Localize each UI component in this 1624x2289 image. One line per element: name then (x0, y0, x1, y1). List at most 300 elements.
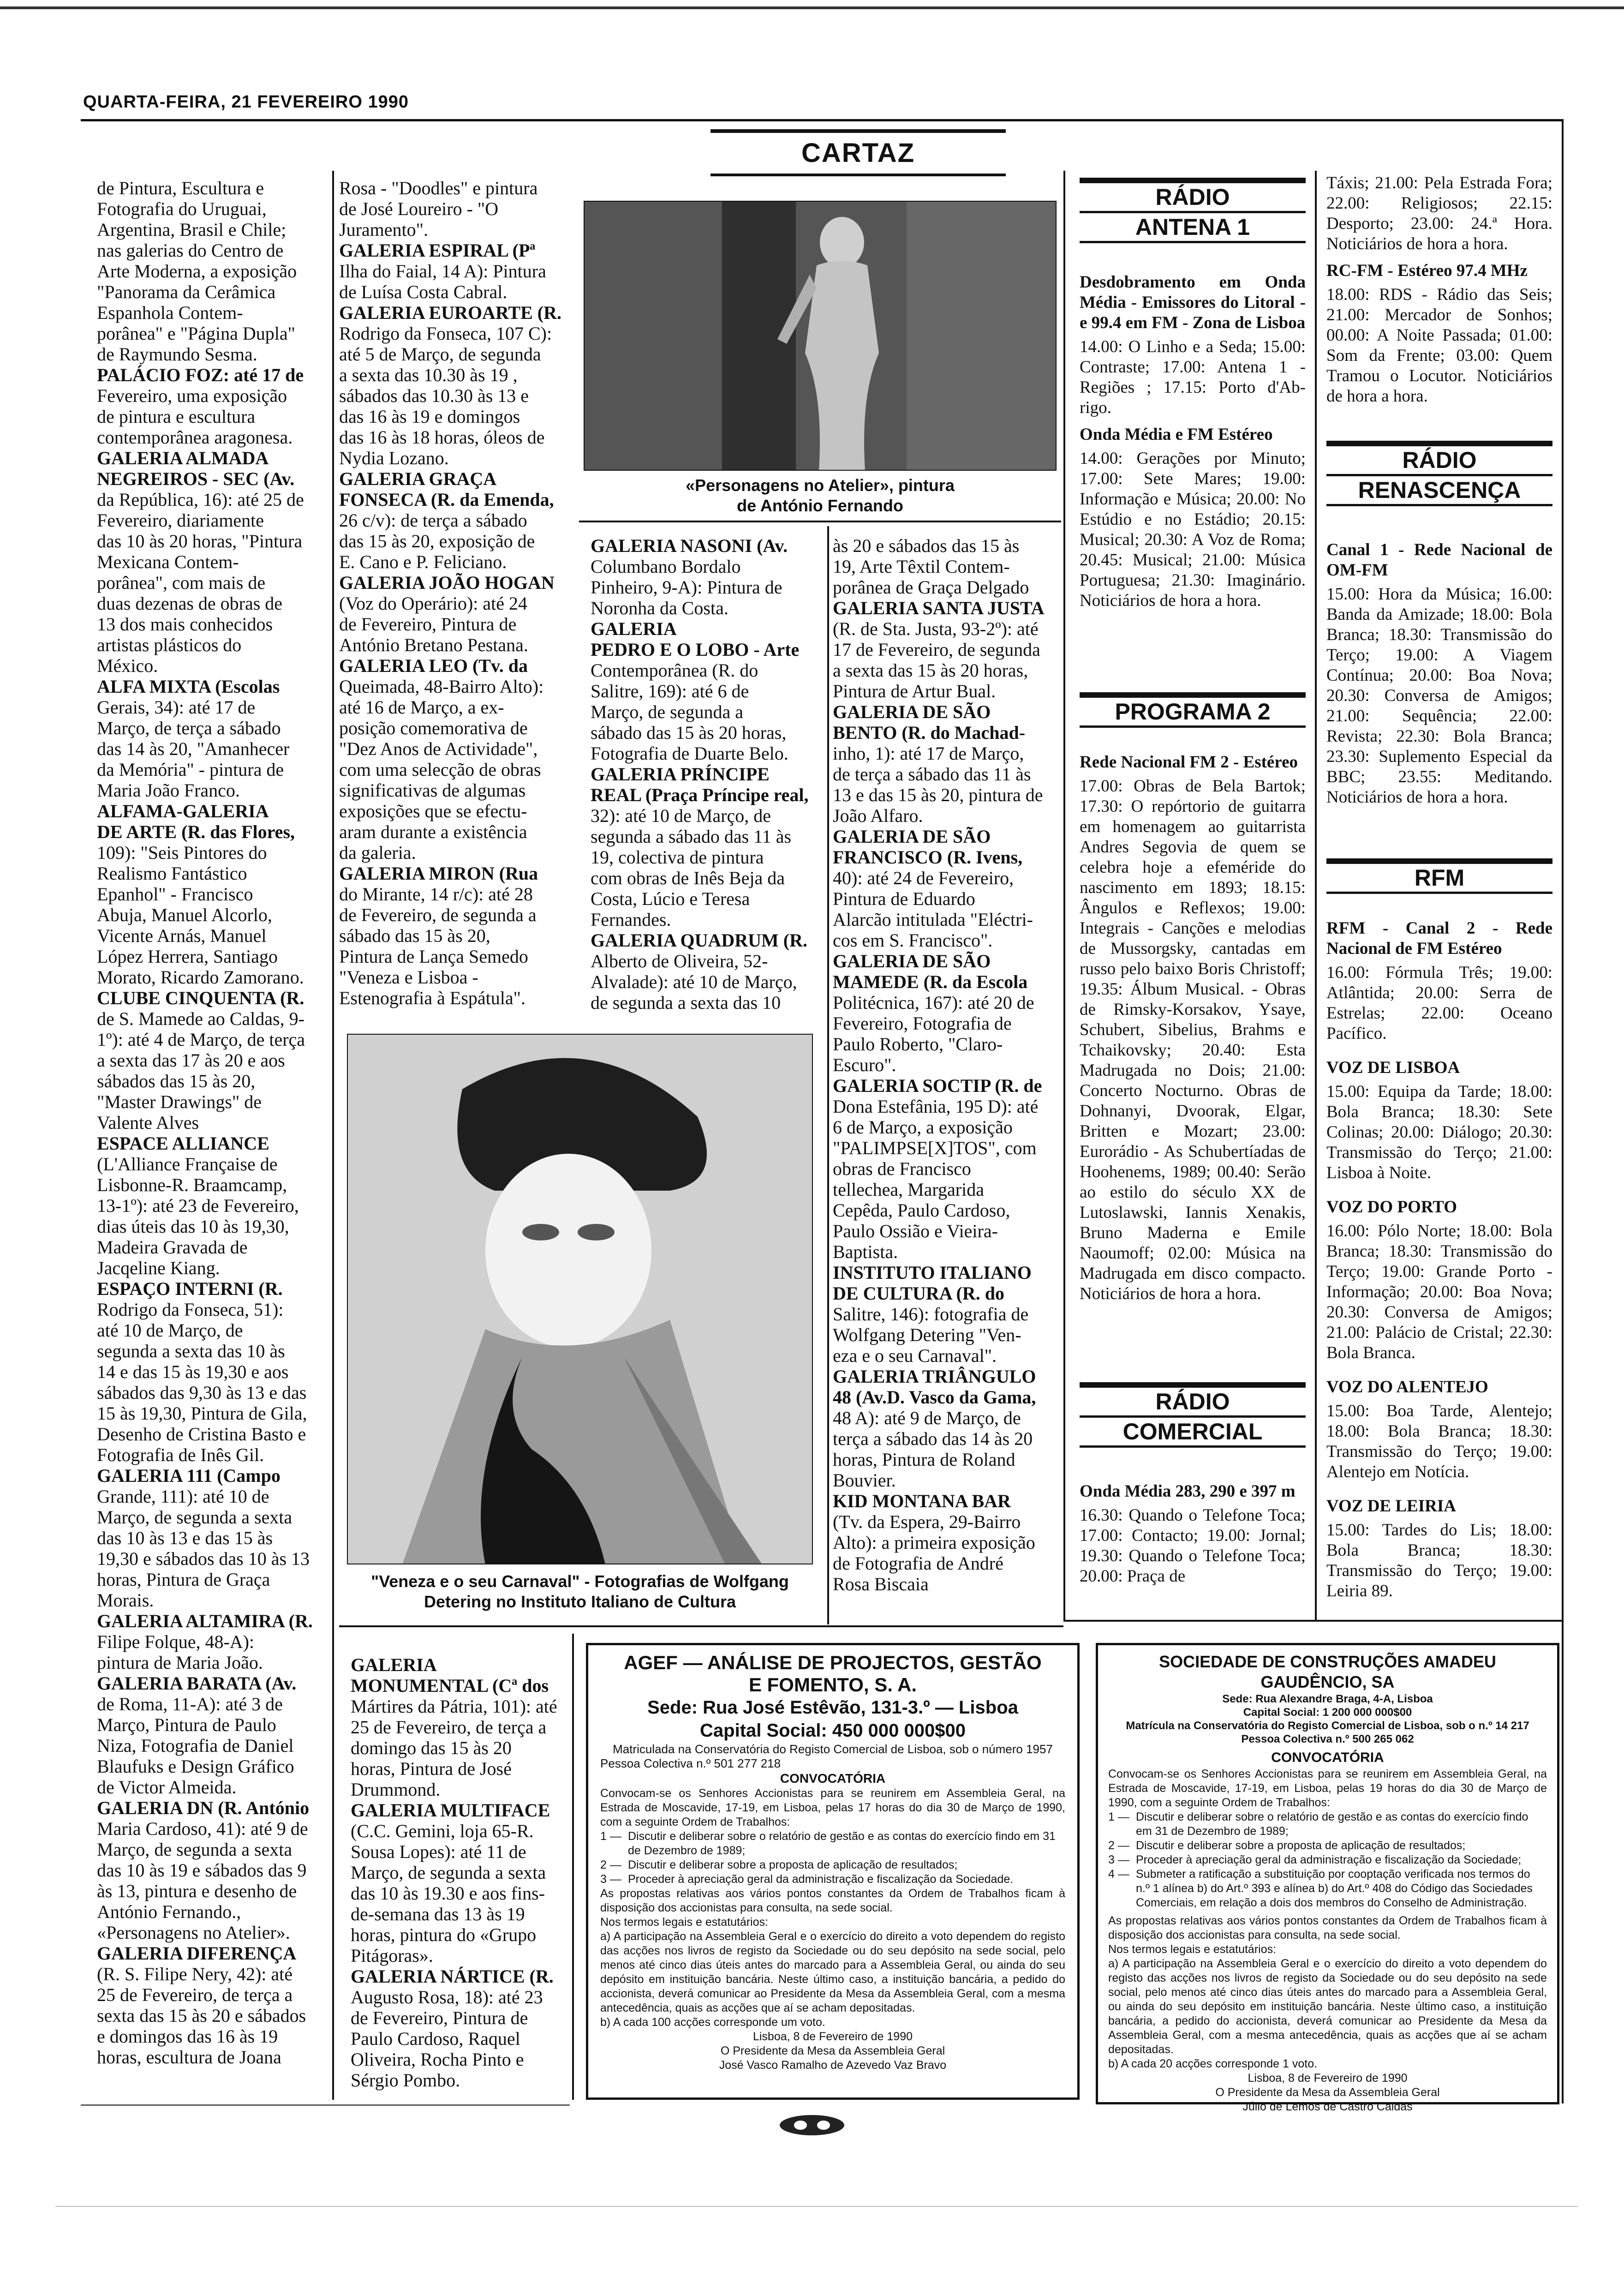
listing-line: Fevereiro, diariamente (97, 510, 264, 531)
agenda-item-number: 4 — (1108, 1868, 1129, 1881)
agef-address: Sede: Rua José Estêvão, 131-3.º — Lisboa (647, 1697, 1018, 1718)
antena1-om-schedule: 14.00: Gerações por Minuto; 17.00: Sete Mares; 19.00: Informação e Música; 20.00: No Estúdio e no Estádio; 20.15: Musical; 20.30: A Voz de Roma; 20.45: Musical; 21.00: Música Portuguesa; 21.30: Imaginário. Noticiários de hora a hora. (1080, 449, 1306, 610)
amadeu-signatory: Júlio de Lemos de Castro Caldas (1242, 2100, 1413, 2113)
listing-line: Noronha da Costa. (591, 598, 728, 618)
listing-line: duas dezenas de obras de (97, 593, 283, 614)
amadeu-notice (1096, 1643, 1559, 2113)
venue-name-line: MAMEDE (R. da Escola (833, 971, 1028, 992)
listing-line: das 10 às 13 e das 15 às (97, 1528, 273, 1548)
listing-line: dias úteis das 10 às 19,30, (97, 1216, 289, 1237)
listing-line: das 10 às 19.30 e aos fins- (351, 1883, 545, 1904)
agef-paragraph: As propostas relativas aos vários pontos constantes da Ordem de Trabalhos ficam à disposição dos accionistas para consulta, na sede social. (600, 1887, 1065, 1914)
listing-line: Politécnica, 167): até 20 de (833, 992, 1034, 1013)
agenda-item (1108, 1867, 1547, 1910)
listing-line: "Veneza e Lisboa - (339, 967, 478, 988)
listing-line: do Mirante, 14 r/c): até 28 (339, 884, 533, 905)
column-rule (572, 1634, 574, 2100)
agenda-item-text: Submeter a ratificação a substituição por cooptação verificada nos termos do n.º 1 alínea b) do Art.º 393 e alínea b) do Art.º 408 do Código das Sociedades Comerciais, em relação a dois dos membros do Conselho de Administração. (1136, 1868, 1533, 1909)
voz-porto-header: VOZ DO PORTO (1326, 1198, 1457, 1216)
venue-name-line: NEGREIROS - SEC (Av. (97, 468, 295, 489)
venue-name-line: GALERIA (591, 618, 677, 639)
listing-line: Março, de segunda a sexta (97, 1507, 293, 1528)
listing-line: porânea" e "Página Dupla" (97, 323, 295, 344)
agef-registration: Matriculada na Conservatória do Registo Comercial de Lisboa, sob o número 1957 (613, 1742, 1053, 1756)
agef-paragraph: b) A cada 100 acções corresponde um voto. (600, 2016, 825, 2029)
listing-line: Cepêda, Paulo Cardoso, (833, 1200, 1010, 1221)
antena1-om-header: Onda Média e FM Estéreo (1080, 425, 1273, 444)
rfm-listing (1326, 918, 1552, 1608)
radio-label: RÁDIO (1155, 1389, 1230, 1414)
listing-line: Morais. (97, 1590, 154, 1611)
listing-line: de terça a sábado das 11 às (833, 764, 1031, 785)
antena1-schedule: 14.00: O Linho e a Seda; 15.00: Contraste; 17.00: Antena 1 - Regiões ; 17.15: Porto d'Ab-rigo. (1080, 337, 1306, 417)
listing-line: (Tv. da Espera, 29-Bairro (833, 1511, 1021, 1532)
listing-line: domingo das 15 às 20 (351, 1738, 512, 1758)
listings-column-2 (339, 178, 570, 1008)
amadeu-title: SOCIEDADE DE CONSTRUÇÕES AMADEU GAUDÊNCIO, SA (1159, 1652, 1496, 1691)
venue-name-line: GALERIA QUADRUM (R. (591, 930, 807, 951)
venue-name-line: GALERIA DE SÃO (833, 951, 991, 971)
listing-line: sábado das 15 às 20, (339, 925, 490, 946)
agenda-item-number: 3 — (600, 1873, 621, 1886)
listing-line: das 10 às 20 horas, "Pintura (97, 531, 303, 551)
page-number-smudge (775, 2111, 849, 2139)
lower-rule (1063, 1620, 1562, 1622)
listing-line: Columbano Bordalo (591, 556, 741, 577)
listing-line: 109): "Seis Pintores do (97, 842, 267, 863)
comercial-listing (1080, 1481, 1306, 1593)
comercial-continued (1326, 173, 1552, 413)
listing-line: Arte Moderna, a exposição (97, 261, 297, 282)
agenda-item (600, 1829, 1065, 1858)
listings-column-2-bottom (351, 1654, 567, 2091)
venue-name-line: GALERIA 111 (Campo (97, 1465, 281, 1486)
renascenca-listing (1326, 540, 1552, 814)
listing-line: de S. Mamede ao Caldas, 9- (97, 1008, 304, 1029)
agef-title: AGEF — ANÁLISE DE PROJECTOS, GESTÃO (624, 1652, 1042, 1673)
venue-name-line: ALFAMA-GALERIA (97, 801, 269, 821)
listing-line: das 16 às 19 e domingos (339, 406, 520, 427)
listing-line: António Bretano Pestana. (339, 635, 528, 655)
venue-name-line: GALERIA LEO (Tv. da (339, 655, 528, 676)
amadeu-convocatoria: CONVOCATÓRIA (1271, 1750, 1384, 1765)
listing-line: (R. de Sta. Justa, 93-2º): até (833, 618, 1039, 639)
right-frame-rule (1562, 119, 1564, 2103)
listing-line: Alvalade): até 10 de Março, (591, 971, 797, 992)
venue-name-line: DE ARTE (R. das Flores, (97, 821, 295, 842)
listing-line: às 20 e sábados das 15 às (833, 535, 1020, 556)
venue-name-line: GALERIA BARATA (Av. (97, 1673, 297, 1694)
amadeu-agenda (1108, 1810, 1547, 1910)
listing-line: Rosa Biscaia (833, 1574, 929, 1594)
antena1-header (1080, 178, 1306, 243)
listing-line: artistas plásticos do (97, 635, 242, 655)
venue-name-line: ALFA MIXTA (Escolas (97, 676, 280, 697)
listing-line: Paulo Cardoso, Raquel (351, 2028, 520, 2049)
agef-date: Lisboa, 8 de Fevereiro de 1990 (752, 2030, 913, 2043)
listing-line: Madeira Gravada de (97, 1237, 248, 1258)
listing-line: sábados das 15 às 20, (97, 1071, 256, 1091)
venue-name-line: GALERIA (351, 1654, 437, 1675)
voz-lisboa-header: VOZ DE LISBOA (1326, 1058, 1460, 1077)
listing-line: 6 de Março, a exposição (833, 1117, 1013, 1138)
listing-line: Valente Alves (97, 1112, 199, 1133)
listing-line: Gerais, 34): até 17 de (97, 697, 256, 718)
station-name: COMERCIAL (1080, 1415, 1306, 1445)
listing-line: 32): até 10 de Março, de (591, 805, 771, 826)
listing-line: das 10 às 19 e sábados das 9 (97, 1860, 307, 1881)
venue-name-line: ESPACE ALLIANCE (97, 1133, 269, 1154)
personagens-painting (584, 201, 1057, 471)
listing-line: a sexta das 15 às 20 horas, (833, 660, 1028, 681)
programa2-listing (1080, 752, 1306, 1311)
listing-line: Drummond. (351, 1779, 441, 1800)
listing-line: Desenho de Cristina Basto e (97, 1424, 306, 1444)
agenda-item-number: 1 — (600, 1830, 621, 1843)
listing-line: Fernandes. (591, 909, 671, 930)
comercial-schedule: 16.30: Quando o Telefone Toca; 17.00: Contacto; 19.00: Jornal; 19.30: Quando o Telefone Toca; 20.00: Praça de (1080, 1506, 1306, 1586)
listing-line: Pintura de Artur Bual. (833, 681, 996, 701)
listing-line: porânea de Graça Delgado (833, 577, 1029, 598)
agenda-item-text: Discutir e deliberar sobre o relatório de gestão e as contas do exercício findo em 31 de Dezembro de 1989; (1136, 1810, 1528, 1838)
venue-name-line: GALERIA DE SÃO (833, 826, 991, 847)
listing-line: Salitre, 146): fotografia de (833, 1304, 1029, 1324)
listing-line: sexta das 15 às 20 e sábados (97, 2005, 306, 2026)
listing-line: 17 de Fevereiro, de segunda (833, 639, 1040, 660)
listing-line: até 16 de Março, a ex- (339, 697, 504, 718)
listing-line: Epanhol" - Francisco (97, 884, 253, 905)
listing-line: 19, colectiva de pintura (591, 847, 764, 868)
caption-line: "Veneza e o seu Carnaval" - Fotografias de Wolfgang (371, 1572, 789, 1591)
listing-line: de Luísa Costa Cabral. (339, 282, 508, 302)
listing-line: às 13, pintura e desenho de (97, 1881, 297, 1901)
listing-line: de Pintura, Escultura e (97, 178, 264, 198)
listing-line: das 16 às 18 horas, óleos de (339, 427, 545, 448)
renascenca-header (1326, 441, 1552, 506)
listing-line: Pintura de Eduardo (833, 888, 975, 909)
listing-line: de Fevereiro, Pintura de (339, 614, 517, 635)
agef-agenda (600, 1829, 1065, 1887)
antena1-listing (1080, 272, 1306, 617)
listing-line: Mexicana Contem- (97, 551, 239, 572)
comercial-header (1080, 1382, 1306, 1448)
agenda-item-text: Discutir e deliberar sobre o relatório de gestão e as contas do exercício findo em 31 de Dezembro de 1989; (628, 1830, 1056, 1857)
photo-rule (579, 521, 1061, 522)
listing-line: Alarcão intitulada "Eléctri- (833, 909, 1033, 930)
agenda-item-text: Proceder à apreciação geral da administração e fiscalização da Sociedade. (628, 1873, 1014, 1886)
listing-line: terça a sábado das 14 às 20 (833, 1428, 1033, 1449)
listing-line: sábados das 10.30 às 13 e (339, 385, 529, 406)
listing-line: nas galerias do Centro de (97, 240, 284, 261)
listing-line: Juramento". (339, 219, 428, 240)
listing-line: de Fevereiro, de segunda a (339, 905, 537, 925)
listing-line: Vicente Arnás, Manuel (97, 925, 267, 946)
listing-line: até 5 de Março, de segunda (339, 344, 541, 365)
listing-line: inho, 1): até 17 de Março, (833, 743, 1024, 764)
agenda-item (600, 1858, 1065, 1872)
venue-name-line: GALERIA DN (R. António (97, 1798, 310, 1818)
amadeu-capital: Capital Social: 1 200 000 000$00 (1243, 1706, 1412, 1719)
listing-line: de pintura e escultura (97, 406, 256, 427)
venue-name-line: FRANCISCO (R. Ivens, (833, 847, 1023, 868)
agenda-item (1108, 1853, 1547, 1867)
listing-line: Alberto de Oliveira, 52- (591, 951, 768, 971)
venue-name-line: GALERIA ALMADA (97, 448, 269, 468)
venue-name-line: FONSECA (R. da Emenda, (339, 489, 554, 510)
amadeu-address: Sede: Rua Alexandre Braga, 4-A, Lisboa (1222, 1693, 1433, 1705)
caption-line: de António Fernando (737, 496, 903, 515)
listing-line: "PALIMPSE[X]TOS", com (833, 1138, 1037, 1158)
amadeu-tax-id: Pessoa Colectiva n.º 500 265 062 (1241, 1733, 1414, 1745)
agenda-item-number: 3 — (1108, 1853, 1129, 1866)
venue-name-line: GALERIA DE SÃO (833, 701, 991, 722)
venue-name-line: GALERIA PRÍNCIPE (591, 764, 770, 785)
venue-name-line: GALERIA ESPIRAL (Pª (339, 240, 536, 261)
listings-column-3 (591, 535, 821, 1013)
listing-line: (R. S. Filipe Nery, 42): até (97, 1964, 293, 1984)
agef-paragraph: Nos termos legais e estatutários: (600, 1916, 769, 1929)
amadeu-date: Lisboa, 8 de Fevereiro de 1990 (1248, 2072, 1408, 2085)
listing-line: obras de Francisco (833, 1158, 971, 1179)
agenda-item-number: 2 — (1108, 1839, 1129, 1852)
venue-name-line: 48 (Av.D. Vasco da Gama, (833, 1387, 1036, 1408)
rfm-sub: RFM - Canal 2 - Rede Nacional de FM Estéreo (1326, 919, 1552, 958)
listing-line: eza e o seu Carnaval". (833, 1345, 997, 1366)
listing-line: Estenografia à Espátula". (339, 988, 525, 1008)
venue-name-line: GALERIA SOCTIP (R. de (833, 1075, 1042, 1096)
listing-line: Espanhola Contem- (97, 302, 243, 323)
venue-name-line: GALERIA MULTIFACE (351, 1800, 550, 1821)
listing-line: 1º): até 4 de Março, de terça (97, 1029, 305, 1050)
station-name: ANTENA 1 (1080, 211, 1306, 241)
rcfm-header: RC-FM - Estéreo 97.4 MHz (1326, 261, 1528, 280)
comercial-schedule-cont: Táxis; 21.00: Pela Estrada Fora; 22.00: Religiosos; 22.15: Desporto; 23.00: 24.ª Hora. Noticiários de hora a hora. (1326, 174, 1552, 253)
listing-line: de Raymundo Sesma. (97, 344, 257, 365)
listing-line: exposições que se efectu- (339, 801, 527, 821)
agenda-item (1108, 1810, 1547, 1839)
listing-line: México. (97, 655, 158, 676)
listing-line: João Alfaro. (833, 805, 923, 826)
listing-line: Março, de terça a sábado (97, 718, 281, 738)
amadeu-paragraph: Nos termos legais e estatutários: (1108, 1943, 1277, 1956)
station-name: RENASCENÇA (1326, 474, 1552, 504)
listing-line: Dona Estefânia, 195 D): até (833, 1096, 1039, 1117)
listing-line: Costa, Lúcio e Teresa (591, 888, 750, 909)
listing-line: López Herrera, Santiago (97, 946, 278, 967)
listing-line: 15 às 19,30, Pintura de Gila, (97, 1403, 307, 1424)
listing-line: Grande, 111): até 10 de (97, 1486, 269, 1507)
listing-line: 13 e das 15 às 20, pintura de (833, 785, 1043, 805)
listing-line: Abuja, Manuel Alcorlo, (97, 905, 272, 925)
section-title: CARTAZ (801, 138, 915, 168)
listing-line: de-semana das 13 às 19 (351, 1904, 525, 1924)
listing-line: Fotografia de Duarte Belo. (591, 743, 788, 764)
venue-name-line: PALÁCIO FOZ: até 17 de (97, 365, 304, 385)
amadeu-paragraph: b) A cada 20 acções corresponde 1 voto. (1108, 2057, 1318, 2070)
listing-line: da galeria. (339, 842, 416, 863)
listing-line: (C.C. Gemini, loja 65-R. (351, 1821, 534, 1841)
listing-line: de Fevereiro, Pintura de (351, 2007, 528, 2028)
bottom-photo-caption (347, 1571, 813, 1612)
listing-line: Sérgio Pombo. (351, 2070, 460, 2091)
bottom-edge-rule (55, 2206, 1578, 2207)
listing-line: horas, Pintura de José (351, 1758, 512, 1779)
venue-name-line: GALERIA TRIÂNGULO (833, 1366, 1036, 1387)
listing-line: de Victor Almeida. (97, 1777, 237, 1798)
voz-porto-schedule: 16.00: Pólo Norte; 18.00: Bola Branca; 18.30: Transmissão do Terço; 19.00: Grande Porto - Informação; 20.00: Boa Nova; 20.30: Conversa de Amigos; 21.00: Palácio de Cristal; 22.30: Bola Branca. (1326, 1222, 1552, 1362)
listing-line: 19,30 e sábados das 10 às 13 (97, 1548, 310, 1569)
listing-line: Fotografia do Uruguai, (97, 198, 267, 219)
amadeu-signatory-role: O Presidente da Mesa da Assembleia Geral (1215, 2086, 1440, 2099)
listing-line: Mártires da Pátria, 101): até (351, 1696, 557, 1717)
venue-name-line: CLUBE CINQUENTA (R. (97, 988, 304, 1008)
venue-name-line: GALERIA NÁRTICE (R. (351, 1966, 554, 1987)
listing-line: "Dez Anos de Actividade", (339, 738, 538, 759)
listing-line: tellechea, Margarida (833, 1179, 984, 1200)
listing-line: Maria João Franco. (97, 780, 240, 801)
voz-lisboa-schedule: 15.00: Equipa da Tarde; 18.00: Bola Branca; 18.30: Sete Colinas; 20.00: Diálogo; 20.30: Transmissão do Terço; 21.00: Lisboa à Noite. (1326, 1082, 1552, 1182)
bottom-scan-rule (81, 2104, 570, 2106)
programa2-schedule: 17.00: Obras de Bela Bartok; 17.30: O repórtorio de guitarra em homenagem ao guitarrista Andres Segovia de quem se celebra hoje a efeméride do nascimento em 1893; 18.15: Ângulos e Reflexos; 19.00: Integrais - Canções e melodias de Mussorgsky, cantadas em russo pelo baixo Boris Christoff; 19.35: Álbum Musical. - Obras de Rimsky-Korsakov, Ysaye, Schubert, Sibelius, Brahms e Tchaikovsky; 20.40: Esta Madrugada no Dois; 21.00: Concerto Nocturno. Obras de Dohnanyi, Dvoorak, Elgar, Britten e Mozart; 23.00: Eurorádio - As Schubertíadas de Hoohenems, 1989; 00.40: Serão ao estilo do século XX de Lutoslawski, Iannis Xenakis, Bruno Maderna e Emile Naoumoff; 02.00: Música na Madrugada em disco compacto. Noticiários de hora a hora. (1080, 777, 1306, 1303)
listing-line: a sexta das 17 às 20 e aos (97, 1050, 285, 1071)
listing-line: (L'Alliance Française de (97, 1154, 278, 1174)
listing-line: 14 e das 15 às 19,30 e aos (97, 1361, 289, 1382)
listing-line: Wolfgang Detering "Ven- (833, 1324, 1021, 1345)
amadeu-intro: Convocam-se os Senhores Accionistas para se reunirem em Assembleia Geral, na Estrada de Moscavide, 17-19, em Lisboa, pelas 19 horas do dia 30 de Março de 1990, com a seguinte Ordem de Trabalhos: (1108, 1768, 1547, 1809)
listing-line: até 10 de Março, de (97, 1320, 243, 1341)
agef-notice (586, 1643, 1080, 2100)
listing-line: Jacqeline Kiang. (97, 1258, 220, 1278)
listing-line: Rodrigo da Fonseca, 51): (97, 1299, 284, 1320)
comercial-sub: Onda Média 283, 290 e 397 m (1080, 1482, 1296, 1501)
listing-line: Realismo Fantástico (97, 863, 247, 884)
listing-line: horas, Pintura de Roland (833, 1449, 1015, 1470)
listing-line: da República, 16): até 25 de (97, 489, 304, 510)
listing-line: 25 de Fevereiro, de terça a (351, 1717, 547, 1738)
rcfm-schedule: 18.00: RDS - Rádio das Seis; 21.00: Mercador de Sonhos; 00.00: A Noite Passada; 01.00: Som da Frente; 03.00: Quem Tramou o Locutor. Noticiários de hora a hora. (1326, 285, 1552, 406)
listing-line: e domingos das 16 às 19 (97, 2026, 278, 2047)
listing-line: aram durante a existência (339, 821, 527, 842)
column-rule (827, 526, 829, 1624)
listing-line: E. Cano e P. Feliciano. (339, 551, 507, 572)
venue-name-line: GALERIA DIFERENÇA (97, 1943, 297, 1964)
venue-name-line: GALERIA GRAÇA (339, 468, 497, 489)
listing-line: Filipe Folque, 48-A): (97, 1631, 255, 1652)
listing-line: Maria Cardoso, 41): até 9 de (97, 1818, 308, 1839)
listing-line: horas, Pintura de Graça (97, 1569, 270, 1590)
venue-name-line: MONUMENTAL (Cª dos (351, 1675, 549, 1696)
listing-line: Contemporânea (R. do (591, 660, 758, 681)
listing-line: da Memória" - pintura de (97, 759, 284, 780)
lower-rule (339, 1625, 1063, 1627)
listing-line: Pinheiro, 9-A): Pintura de (591, 577, 782, 598)
listing-line: 19, Arte Têxtil Contem- (833, 556, 1010, 577)
agef-title: E FOMENTO, S. A. (748, 1674, 917, 1696)
column-rule (1315, 171, 1317, 1620)
listing-line: Oliveira, Rocha Pinto e (351, 2049, 524, 2070)
agenda-item (600, 1872, 1065, 1887)
voz-leiria-schedule: 15.00: Tardes do Lis; 18.00: Bola Branca; 18.30: Transmissão do Terço; 19.00: Leiria 89. (1326, 1521, 1552, 1600)
listing-line: Ilha do Faial, 14 A): Pintura (339, 261, 546, 282)
venue-name-line: GALERIA JOÃO HOGAN (339, 572, 555, 593)
carnival-image (347, 1034, 813, 1564)
caption-line: «Personagens no Atelier», pintura (686, 476, 955, 495)
listing-line: de Roma, 11-A): até 3 de (97, 1694, 283, 1714)
listing-line: 48 A): até 9 de Março, de (833, 1408, 1021, 1428)
voz-leiria-header: VOZ DE LEIRIA (1326, 1497, 1456, 1516)
listing-line: "Master Drawings" de (97, 1091, 262, 1112)
agef-signatory: José Vasco Ramalho de Azevedo Vaz Bravo (719, 2059, 947, 2072)
column-rule (332, 171, 334, 2100)
listing-line: Março, de segunda a sexta (351, 1862, 546, 1883)
listing-line: Baptista. (833, 1241, 898, 1262)
listing-line: com uma selecção de obras (339, 759, 541, 780)
programa2-sub: Rede Nacional FM 2 - Estéreo (1080, 753, 1298, 772)
amadeu-paragraph: As propostas relativas aos vários pontos constantes da Ordem de Trabalhos ficam à disposição dos accionistas para consulta, na sede social. (1108, 1914, 1547, 1941)
venue-name-line: INSTITUTO ITALIANO (833, 1262, 1032, 1283)
listing-line: Escuro". (833, 1055, 896, 1075)
listing-line: Nydia Lozano. (339, 448, 449, 468)
agef-intro: Convocam-se os Senhores Accionistas para se reunirem em Assembleia Geral, na Estrada de Moscavide, 17-19, em Lisboa, pelas 17 horas do dia 30 de Março de 1990, com a seguinte Ordem de Trabalhos: (600, 1787, 1065, 1828)
listing-line: Paulo Ossião e Vieira- (833, 1221, 998, 1241)
listing-line: Lisbonne-R. Braamcamp, (97, 1174, 287, 1195)
listing-line: 25 de Fevereiro, de terça a (97, 1984, 293, 2005)
venue-name-line: BENTO (R. do Machad- (833, 722, 1026, 743)
listing-line: Sousa Lopes): até 11 de (351, 1841, 526, 1862)
listing-line: Morato, Ricardo Zamorano. (97, 967, 304, 988)
listing-line: cos em S. Francisco". (833, 930, 993, 951)
listing-line: 40): até 24 de Fevereiro, (833, 868, 1014, 888)
listing-line: Niza, Fotografia de Daniel (97, 1735, 294, 1756)
listing-line: Fevereiro, Fotografia de (833, 1013, 1012, 1034)
listing-line: Pitágoras». (351, 1945, 433, 1966)
listing-line: 13-1º): até 23 de Fevereiro, (97, 1195, 299, 1216)
listing-line: Paulo Roberto, "Claro- (833, 1034, 1003, 1055)
agenda-item-text: Proceder à apreciação geral da administração e fiscalização da Sociedade; (1136, 1853, 1522, 1866)
venue-name-line: GALERIA NASONI (Av. (591, 535, 788, 556)
agef-capital: Capital Social: 450 000 000$00 (700, 1720, 966, 1741)
listing-line: Argentina, Brasil e Chile; (97, 219, 287, 240)
listing-line: Augusto Rosa, 18): até 23 (351, 1987, 543, 2007)
venue-name-line: GALERIA MIRON (Rua (339, 863, 538, 884)
agef-convocatoria: CONVOCATÓRIA (780, 1771, 886, 1786)
listings-column-4 (833, 535, 1059, 1594)
amadeu-paragraph: a) A participação na Assembleia Geral e o exercício do direito a voto dependem do registo das acções nos livros de registo da Sociedade ou do seu depósito na sede social, pelo menos até cinco dias úteis antes do marcado para a Assembleia Geral, ou ainda do seu depósito em instituição bancária. Neste último caso, a instituição bancária, a pedido do accionista, deverá comunicar ao Presidente da Mesa da Assembleia Geral, com a mesma antecedência, quais as acções que aí se acham depositadas. (1108, 1957, 1547, 2056)
listing-line: Blaufuks e Design Gráfico (97, 1756, 294, 1777)
listing-line: horas, pintura do «Grupo (351, 1924, 537, 1945)
caption-line: Detering no Instituto Italiano de Cultura (424, 1592, 736, 1611)
venue-name-line: DE CULTURA (R. do (833, 1283, 1004, 1304)
agenda-item-text: Discutir e deliberar sobre a proposta de aplicação de resultados; (1136, 1839, 1466, 1852)
venue-name-line: REAL (Praça Príncipe real, (591, 785, 809, 805)
listing-line: (Voz do Operário): até 24 (339, 593, 528, 614)
column-rule (1063, 171, 1065, 1620)
listing-line: Fotografia de Inês Gil. (97, 1444, 264, 1465)
station-name: PROGRAMA 2 (1115, 699, 1271, 725)
listing-line: contemporânea aragonesa. (97, 427, 293, 448)
listing-line: segunda a sábado das 11 às (591, 826, 792, 847)
venue-name-line: GALERIA SANTA JUSTA (833, 598, 1045, 618)
listings-column-1 (97, 178, 328, 2067)
listing-line: pintura de Maria João. (97, 1652, 263, 1673)
veneza-carnaval-photo (347, 1034, 813, 1564)
agenda-item (1108, 1839, 1547, 1853)
radio-label: RÁDIO (1402, 447, 1477, 473)
amadeu-registration: Matrícula na Conservatória do Registo Comercial de Lisboa, sob o n.º 14 217 (1126, 1720, 1529, 1732)
rfm-header (1326, 858, 1552, 894)
listing-line: horas, escultura de Joana (97, 2047, 281, 2067)
listing-line: Rodrigo da Fonseca, 107 C): (339, 323, 552, 344)
